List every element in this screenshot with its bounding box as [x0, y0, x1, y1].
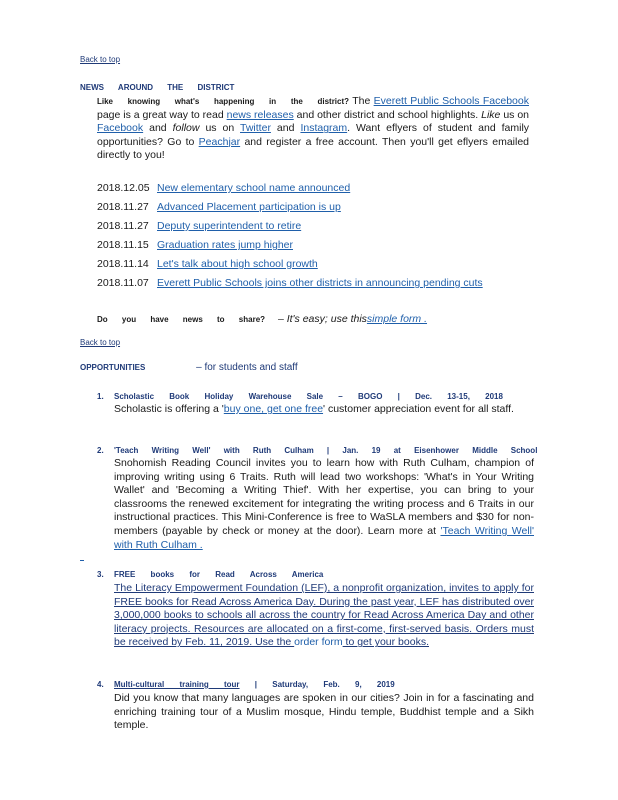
news-date: 2018.11.27: [97, 201, 149, 213]
news-date: 2018.11.07: [97, 277, 149, 289]
item-heading: 'Teach Writing Well' with Ruth Culham | Jan. 19 at Eisenhower Middle School: [114, 446, 538, 455]
item-body-text: ' customer appreciation event for all staff.: [323, 403, 514, 415]
intro-us-on-2: us on: [205, 122, 235, 135]
opportunities-subheading: – for students and staff: [196, 362, 298, 373]
news-title-link[interactable]: Advanced Placement participation is up: [157, 201, 341, 213]
intro-lead: Like knowing what's happening in the district?: [97, 97, 350, 106]
instagram-link[interactable]: Instagram: [300, 122, 348, 135]
intro-text-register: and register a free account. Then you'll get eflyers emailed directly to you!: [97, 135, 530, 162]
simple-form-link[interactable]: simple form .: [366, 313, 428, 325]
facebook-page-link[interactable]: Everett Public Schools Facebook: [373, 95, 529, 107]
multicultural-tour-link[interactable]: Multi-cultural training tour: [114, 680, 240, 689]
bogo-link[interactable]: buy one, get one free: [223, 403, 324, 415]
intro-and: and: [149, 122, 167, 135]
intro-follow: follow: [172, 122, 200, 135]
news-item: [97, 220, 301, 232]
share-lead: Do you have news to share?: [97, 315, 266, 324]
facebook-link[interactable]: Facebook: [97, 122, 144, 135]
news-title-link[interactable]: Graduation rates jump higher: [157, 239, 293, 251]
intro-text-page: page is a great way to read: [97, 108, 224, 121]
intro-text-other: and other district and school highlights.: [296, 108, 479, 121]
news-releases-link[interactable]: news releases: [226, 108, 294, 121]
teach-writing-link[interactable]: 'Teach Writing Well' with Ruth Culham .: [114, 524, 534, 551]
item-heading: Scholastic Book Holiday Warehouse Sale – BOGO | Dec. 13-15, 2018: [114, 392, 503, 401]
news-item: [97, 239, 293, 251]
intro-the: The: [352, 95, 371, 107]
item-body: [114, 692, 534, 733]
peachjar-link[interactable]: Peachjar: [198, 135, 241, 148]
item-number: 1.: [97, 392, 104, 401]
stray-underline: [80, 560, 84, 561]
share-news: [97, 313, 427, 325]
twitter-link[interactable]: Twitter: [240, 122, 271, 135]
item-body: [114, 403, 534, 417]
intro-text-want: . Want eflyers of student and family opportunities? Go to: [97, 122, 530, 148]
news-title-link[interactable]: Everett Public Schools joins other districts in announcing pending cuts: [157, 277, 483, 289]
item-body: [114, 457, 534, 552]
order-form-link[interactable]: order form: [294, 636, 343, 649]
item-body-text: Snohomish Reading Council invites you to learn how with Ruth Culham, champion of improving writing using 6 Traits. Ruth will lead two workshops: 'What's in Your Writing Wallet' and 'Becoming a Writing Thief'. With her expertise, you can bring to your classrooms the renewed excitement for integrating the writing process and 6 Traits in our instructional practices. This Mini-Conference is free to WaSLA members and $30 for non-members (payable by check or money at the door). Learn more at: [114, 457, 534, 537]
news-intro: [97, 95, 529, 163]
opportunities-header: [80, 362, 298, 373]
news-date: 2018.11.27: [97, 220, 149, 232]
news-title-link[interactable]: Let's talk about high school growth: [157, 258, 318, 270]
share-easy: – It's easy; use this: [277, 313, 367, 325]
item-body: [114, 582, 534, 650]
opportunities-heading: OPPORTUNITIES: [80, 363, 146, 372]
intro-and-2: and: [276, 122, 295, 135]
news-date: 2018.12.05: [97, 182, 150, 194]
news-date: 2018.11.15: [97, 239, 149, 251]
news-date: 2018.11.14: [97, 258, 149, 270]
news-heading: NEWS AROUND THE DISTRICT: [80, 83, 235, 92]
news-item: [97, 182, 350, 194]
news-title-link[interactable]: Deputy superintendent to retire: [157, 220, 302, 232]
back-to-top-link[interactable]: Back to top: [80, 338, 121, 347]
news-item: [97, 277, 483, 289]
item-body-text: Did you know that many languages are spoken in our cities? Join in for a fascinating and enriching training tour of a Muslim mosque, Hindu temple, Buddhist temple and a Sikh temple.: [114, 692, 534, 732]
item-heading-wrap: [114, 680, 395, 689]
intro-like: Like: [481, 108, 501, 121]
back-to-top-link[interactable]: Back to top: [80, 55, 121, 64]
item-number: 3.: [97, 570, 104, 579]
news-item: [97, 258, 318, 270]
news-title-link[interactable]: New elementary school name announced: [157, 182, 351, 194]
item-body-text: The Literacy Empowerment Foundation (LEF), a nonprofit organization, invites to apply for FREE books for Read Across America Day. During the past year, LEF has distributed over 3,000,000 books to schools all across the country for Read Across America Day and other literacy projects. Resources are allocated on a first-come, first-served basis. Orders must be received by Feb. 11, 2019. Use the: [114, 582, 534, 649]
intro-us-on: us on: [503, 108, 530, 121]
item-number: 4.: [97, 680, 104, 689]
item-heading: FREE books for Read Across America: [114, 570, 324, 579]
item-body-text: to get your books.: [342, 636, 429, 649]
news-item: [97, 201, 341, 213]
item-number: 2.: [97, 446, 104, 455]
item-body-text: Scholastic is offering a ': [114, 403, 224, 415]
item-heading: | Saturday, Feb. 9, 2019: [254, 680, 395, 689]
